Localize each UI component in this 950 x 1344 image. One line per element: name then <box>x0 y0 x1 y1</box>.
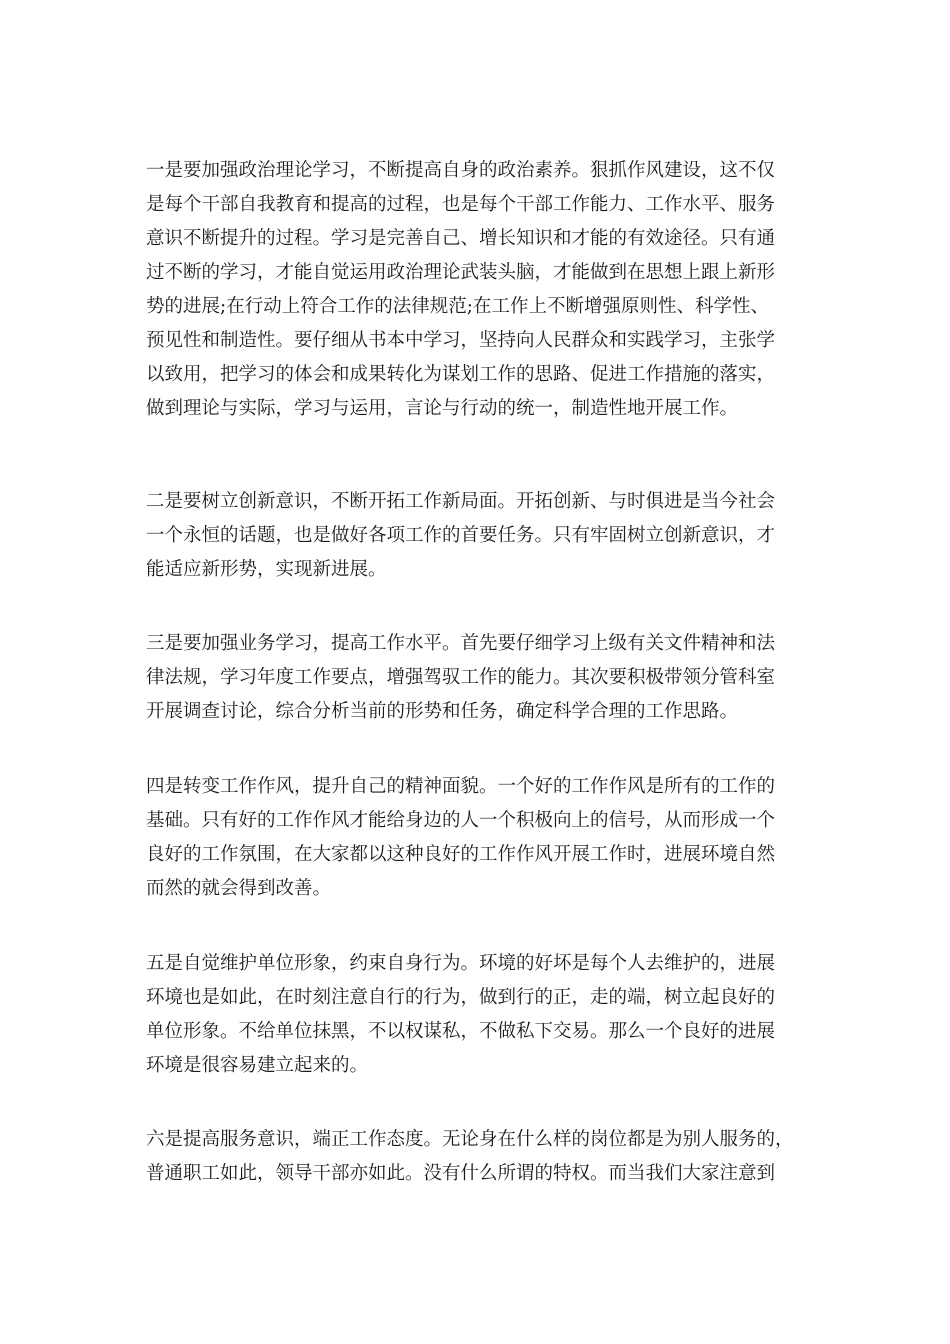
paragraph-line: 能适应新形势，实现新进展。 <box>146 559 387 580</box>
paragraph-line: 一是要加强政治理论学习，不断提高自身的政治素养。狠抓作风建设，这不仅 <box>146 160 776 181</box>
paragraph-line: 是每个干部自我教育和提高的过程，也是每个干部工作能力、工作水平、服务 <box>146 194 776 215</box>
paragraph-3-business-study <box>146 627 826 729</box>
paragraph-line: 做到理论与实际，学习与运用，言论与行动的统一，制造性地开展工作。 <box>146 398 739 419</box>
paragraph-line: 环境是很容易建立起来的。 <box>146 1055 369 1076</box>
paragraph-line: 二是要树立创新意识，不断开拓工作新局面。开拓创新、与时俱进是当今社会 <box>146 491 776 512</box>
paragraph-line: 环境也是如此，在时刻注意自行的行为，做到行的正，走的端，树立起良好的 <box>146 987 776 1008</box>
paragraph-line: 单位形象。不给单位抹黑，不以权谋私，不做私下交易。那么一个良好的进展 <box>146 1021 776 1042</box>
paragraph-line: 六是提高服务意识，端正工作态度。无论身在什么样的岗位都是为别人服务的， <box>146 1129 794 1150</box>
paragraph-line: 三是要加强业务学习，提高工作水平。首先要仔细学习上级有关文件精神和法 <box>146 633 776 654</box>
paragraph-line: 基础。只有好的工作作风才能给身边的人一个积极向上的信号，从而形成一个 <box>146 810 776 831</box>
paragraph-line: 律法规，学习年度工作要点，增强驾驭工作的能力。其次要积极带领分管科室 <box>146 667 776 688</box>
paragraph-line: 过不断的学习，才能自觉运用政治理论武装头脑，才能做到在思想上跟上新形 <box>146 262 776 283</box>
paragraph-2-innovation <box>146 485 826 587</box>
paragraph-1-political-study <box>146 154 826 426</box>
paragraph-line: 预见性和制造性。要仔细从书本中学习，坚持向人民群众和实践学习，主张学 <box>146 330 776 351</box>
paragraph-line: 五是自觉维护单位形象，约束自身行为。环境的好坏是每个人去维护的，进展 <box>146 953 776 974</box>
paragraph-line: 开展调查讨论，综合分析当前的形势和任务，确定科学合理的工作思路。 <box>146 701 739 722</box>
paragraph-line: 势的进展;在行动上符合工作的法律规范;在工作上不断增强原则性、科学性、 <box>146 296 769 317</box>
paragraph-line: 四是转变工作作风，提升自己的精神面貌。一个好的工作作风是所有的工作的 <box>146 776 776 797</box>
paragraph-4-work-style <box>146 770 826 906</box>
paragraph-line: 良好的工作氛围，在大家都以这种良好的工作作风开展工作时，进展环境自然 <box>146 844 776 865</box>
paragraph-line: 意识不断提升的过程。学习是完善自己、增长知识和才能的有效途径。只有通 <box>146 228 776 249</box>
paragraph-5-unit-image <box>146 947 826 1083</box>
paragraph-line: 而然的就会得到改善。 <box>146 878 332 899</box>
paragraph-line: 以致用，把学习的体会和成果转化为谋划工作的思路、促进工作措施的落实， <box>146 364 776 385</box>
paragraph-6-service-awareness <box>146 1123 826 1191</box>
paragraph-line: 普通职工如此，领导干部亦如此。没有什么所谓的特权。而当我们大家注意到 <box>146 1163 776 1184</box>
paragraph-line: 一个永恒的话题，也是做好各项工作的首要任务。只有牢固树立创新意识，才 <box>146 525 776 546</box>
